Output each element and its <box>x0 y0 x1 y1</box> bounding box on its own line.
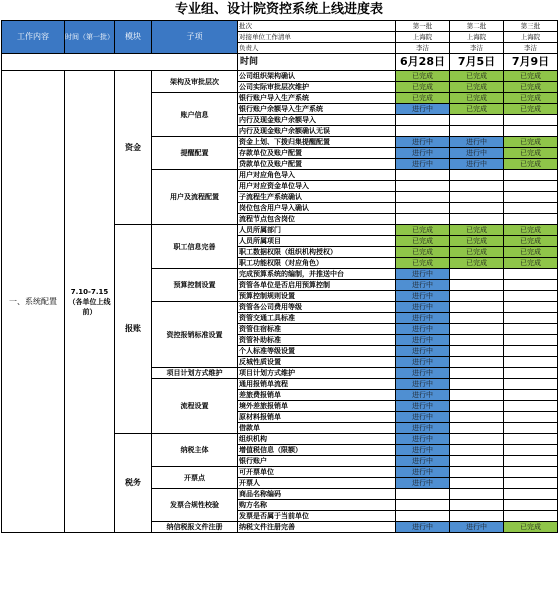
col-sub-header: 子项 <box>152 21 238 54</box>
date-2: 7月5日 <box>450 54 504 71</box>
subgroup-g13: 纳信税报文件注册 <box>152 522 238 533</box>
item-label: 用户对应资金单位导入 <box>238 181 396 192</box>
module-reimbursement: 报账 <box>115 225 152 434</box>
item-label: 银行账户余额导入生产系统 <box>238 104 396 115</box>
status-cell: 进行中 <box>396 379 450 390</box>
status-cell: 进行中 <box>396 434 450 445</box>
status-cell: 已完成 <box>396 225 450 236</box>
status-cell <box>504 511 558 522</box>
item-label: 子流程生产系统确认 <box>238 192 396 203</box>
status-cell <box>504 291 558 302</box>
item-label: 内行及现金账户余额导入 <box>238 115 396 126</box>
item-label: 境外差旅报销单 <box>238 401 396 412</box>
status-cell <box>450 313 504 324</box>
status-cell <box>396 181 450 192</box>
status-cell: 已完成 <box>504 247 558 258</box>
status-cell: 已完成 <box>504 137 558 148</box>
item-label: 通用报销单流程 <box>238 379 396 390</box>
owner-label: 负责人 <box>238 43 396 54</box>
status-cell <box>450 214 504 225</box>
status-cell <box>504 423 558 434</box>
status-cell: 已完成 <box>450 71 504 82</box>
batch-3: 第三批 <box>504 21 558 32</box>
status-cell <box>504 203 558 214</box>
status-cell: 进行中 <box>396 412 450 423</box>
status-cell <box>504 324 558 335</box>
subgroup-g12: 发票合规性校验 <box>152 489 238 522</box>
status-cell: 进行中 <box>396 445 450 456</box>
status-cell <box>504 445 558 456</box>
status-cell <box>504 335 558 346</box>
item-label: 资管住宿标准 <box>238 324 396 335</box>
subgroup-g9: 流程设置 <box>152 379 238 434</box>
status-cell <box>396 170 450 181</box>
status-cell <box>450 291 504 302</box>
status-cell <box>504 313 558 324</box>
status-cell: 进行中 <box>450 522 504 533</box>
status-cell: 进行中 <box>396 104 450 115</box>
status-cell <box>504 192 558 203</box>
status-cell <box>504 478 558 489</box>
unit-1: 上海院 <box>396 32 450 43</box>
batch-2: 第二批 <box>450 21 504 32</box>
subgroup-g10: 纳税主体 <box>152 434 238 467</box>
subgroup-g2: 账户信息 <box>152 93 238 137</box>
status-cell <box>450 489 504 500</box>
item-label: 资金上划、下拨归集提醒配置 <box>238 137 396 148</box>
status-cell <box>504 401 558 412</box>
status-cell: 已完成 <box>396 236 450 247</box>
status-cell <box>504 412 558 423</box>
status-cell <box>450 269 504 280</box>
item-label: 商品名称编码 <box>238 489 396 500</box>
status-cell <box>504 346 558 357</box>
subgroup-g8: 项目计划方式维护 <box>152 368 238 379</box>
item-label: 原材料报销单 <box>238 412 396 423</box>
module-funds: 资金 <box>115 71 152 225</box>
status-cell <box>450 379 504 390</box>
status-cell: 已完成 <box>450 258 504 269</box>
status-cell <box>504 368 558 379</box>
status-cell <box>504 115 558 126</box>
status-cell: 进行中 <box>396 291 450 302</box>
status-cell: 进行中 <box>396 467 450 478</box>
list-label: 对接单位工作清单 <box>238 32 396 43</box>
item-label: 个人标准等级设置 <box>238 346 396 357</box>
status-cell <box>504 489 558 500</box>
status-cell <box>450 445 504 456</box>
owner-2: 李洁 <box>450 43 504 54</box>
item-label: 项目计划方式维护 <box>238 368 396 379</box>
status-cell <box>450 192 504 203</box>
status-cell: 进行中 <box>396 423 450 434</box>
item-label: 银行账户 <box>238 456 396 467</box>
status-cell <box>450 401 504 412</box>
item-label: 可开票单位 <box>238 467 396 478</box>
item-label: 职工数据权限（组织机构授权） <box>238 247 396 258</box>
subgroup-g4: 用户及流程配置 <box>152 170 238 225</box>
item-label: 人员所属部门 <box>238 225 396 236</box>
status-cell: 已完成 <box>504 82 558 93</box>
unit-3: 上海院 <box>504 32 558 43</box>
status-cell <box>450 500 504 511</box>
table-body <box>2 71 558 533</box>
status-cell <box>450 390 504 401</box>
date-3: 7月9日 <box>504 54 558 71</box>
status-cell <box>450 181 504 192</box>
status-cell <box>396 115 450 126</box>
item-label: 存款单位及账户配置 <box>238 148 396 159</box>
item-label: 资管各单位是否启用预算控制 <box>238 280 396 291</box>
status-cell <box>504 280 558 291</box>
item-label: 购方名称 <box>238 500 396 511</box>
status-cell: 进行中 <box>396 313 450 324</box>
status-cell: 已完成 <box>504 104 558 115</box>
item-label: 纳税文件注册完善 <box>238 522 396 533</box>
status-cell <box>504 126 558 137</box>
module-tax: 税务 <box>115 434 152 533</box>
time-label: 时间 <box>238 54 396 71</box>
status-cell <box>504 456 558 467</box>
status-cell <box>450 368 504 379</box>
status-cell <box>504 302 558 313</box>
item-label: 资管补助标准 <box>238 335 396 346</box>
status-cell: 进行中 <box>396 137 450 148</box>
subgroup-g3: 提醒配置 <box>152 137 238 170</box>
status-cell <box>450 511 504 522</box>
col-module-header: 模块 <box>115 21 152 54</box>
owner-1: 李洁 <box>396 43 450 54</box>
status-cell <box>504 214 558 225</box>
item-label: 内行及现金账户余额确认无误 <box>238 126 396 137</box>
item-label: 资管交通工具标准 <box>238 313 396 324</box>
status-cell <box>450 346 504 357</box>
status-cell <box>504 434 558 445</box>
status-cell: 进行中 <box>396 159 450 170</box>
status-cell: 已完成 <box>396 258 450 269</box>
status-cell: 已完成 <box>396 71 450 82</box>
item-label: 发票是否属于当前单位 <box>238 511 396 522</box>
status-cell: 进行中 <box>396 324 450 335</box>
status-cell <box>450 280 504 291</box>
status-cell <box>504 500 558 511</box>
item-label: 公司组织架构确认 <box>238 71 396 82</box>
item-label: 职工功能权限（对应角色） <box>238 258 396 269</box>
item-label: 差旅费报销单 <box>238 390 396 401</box>
status-cell: 已完成 <box>504 225 558 236</box>
status-cell: 已完成 <box>396 82 450 93</box>
status-cell <box>450 335 504 346</box>
work-content: 一、系统配置 <box>2 71 65 533</box>
status-cell <box>450 412 504 423</box>
status-cell <box>450 203 504 214</box>
subgroup-g5: 职工信息完善 <box>152 225 238 269</box>
subgroup-g6: 预算控制设置 <box>152 269 238 302</box>
item-label: 反城性质设置 <box>238 357 396 368</box>
item-label: 岗位包含用户导入确认 <box>238 203 396 214</box>
status-cell: 进行中 <box>396 335 450 346</box>
item-label: 资管各公司费用等级 <box>238 302 396 313</box>
item-label: 流程节点包含岗位 <box>238 214 396 225</box>
item-label: 贷款单位及账户配置 <box>238 159 396 170</box>
status-cell <box>504 467 558 478</box>
status-cell: 进行中 <box>396 280 450 291</box>
status-cell <box>396 511 450 522</box>
status-cell <box>450 478 504 489</box>
status-cell: 进行中 <box>396 346 450 357</box>
status-cell <box>396 203 450 214</box>
item-label: 开票人 <box>238 478 396 489</box>
subgroup-g1: 架构及审批层次 <box>152 71 238 93</box>
status-cell: 已完成 <box>450 82 504 93</box>
status-cell: 已完成 <box>450 93 504 104</box>
item-label: 用户对应角色导入 <box>238 170 396 181</box>
item-label: 人员所属项目 <box>238 236 396 247</box>
col-work-header: 工作内容 <box>2 21 65 54</box>
status-cell: 进行中 <box>396 302 450 313</box>
status-cell <box>450 302 504 313</box>
status-cell: 已完成 <box>450 247 504 258</box>
status-cell: 进行中 <box>396 357 450 368</box>
subgroup-g7: 资控报销标准设置 <box>152 302 238 368</box>
item-label: 增值税信息（限额） <box>238 445 396 456</box>
status-cell <box>396 500 450 511</box>
status-cell <box>450 357 504 368</box>
time-range: 7.10-7.15（各单位上线前） <box>65 71 115 533</box>
status-cell <box>504 357 558 368</box>
status-cell <box>504 170 558 181</box>
status-cell: 进行中 <box>450 137 504 148</box>
status-cell <box>396 214 450 225</box>
status-cell <box>396 126 450 137</box>
status-cell <box>450 324 504 335</box>
status-cell <box>396 192 450 203</box>
status-cell: 进行中 <box>396 456 450 467</box>
unit-2: 上海院 <box>450 32 504 43</box>
col-time-header: 时间（第一批） <box>65 21 115 54</box>
status-cell <box>450 434 504 445</box>
status-cell <box>504 379 558 390</box>
status-cell: 进行中 <box>396 269 450 280</box>
status-cell <box>450 170 504 181</box>
table-row <box>2 71 558 82</box>
batch-label: 批次 <box>238 21 396 32</box>
status-cell: 已完成 <box>504 93 558 104</box>
status-cell: 已完成 <box>504 236 558 247</box>
status-cell: 进行中 <box>396 401 450 412</box>
progress-table <box>1 20 558 533</box>
status-cell: 已完成 <box>450 104 504 115</box>
status-cell: 已完成 <box>504 258 558 269</box>
status-cell: 已完成 <box>504 148 558 159</box>
status-cell <box>504 269 558 280</box>
status-cell: 已完成 <box>504 71 558 82</box>
status-cell: 已完成 <box>396 247 450 258</box>
status-cell <box>504 181 558 192</box>
status-cell: 进行中 <box>450 148 504 159</box>
status-cell: 已完成 <box>450 236 504 247</box>
status-cell: 已完成 <box>504 159 558 170</box>
status-cell <box>504 390 558 401</box>
batch-1: 第一批 <box>396 21 450 32</box>
status-cell: 进行中 <box>396 390 450 401</box>
status-cell <box>396 489 450 500</box>
status-cell <box>450 423 504 434</box>
item-label: 公司实际审批层次维护 <box>238 82 396 93</box>
status-cell: 已完成 <box>450 225 504 236</box>
status-cell: 已完成 <box>396 93 450 104</box>
date-1: 6月28日 <box>396 54 450 71</box>
status-cell: 进行中 <box>396 368 450 379</box>
owner-3: 李洁 <box>504 43 558 54</box>
status-cell: 进行中 <box>396 478 450 489</box>
item-label: 银行账户导入生产系统 <box>238 93 396 104</box>
item-label: 借款单 <box>238 423 396 434</box>
status-cell <box>450 456 504 467</box>
status-cell: 进行中 <box>396 148 450 159</box>
item-label: 预算控制规则设置 <box>238 291 396 302</box>
status-cell <box>450 126 504 137</box>
page-title: 专业组、设计院资控系统上线进度表 <box>174 2 383 17</box>
status-cell: 进行中 <box>450 159 504 170</box>
subgroup-g11: 开票点 <box>152 467 238 489</box>
status-cell: 已完成 <box>504 522 558 533</box>
status-cell <box>450 467 504 478</box>
item-label: 组织机构 <box>238 434 396 445</box>
status-cell <box>450 115 504 126</box>
item-label: 完成预算系统的编制，并推送中台 <box>238 269 396 280</box>
status-cell: 进行中 <box>396 522 450 533</box>
